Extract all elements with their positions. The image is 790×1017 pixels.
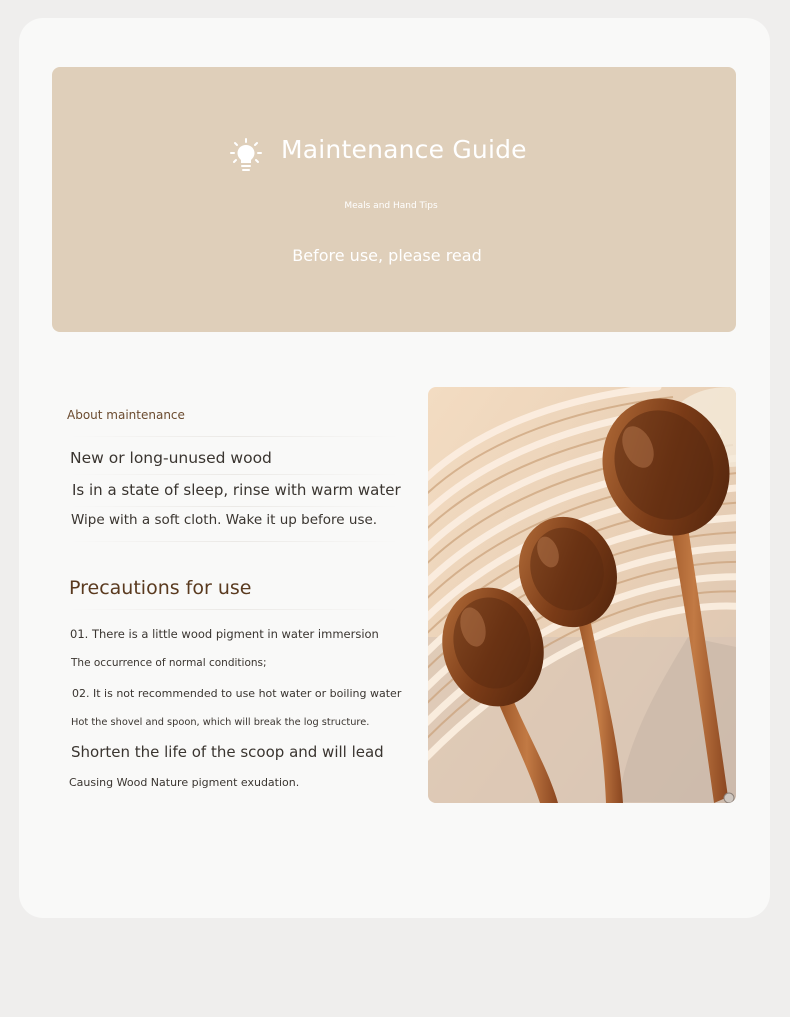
precaution-line-3: 02. It is not recommended to use hot water or boiling water — [72, 687, 402, 700]
banner-notice: Before use, please read — [292, 246, 482, 265]
lightbulb-icon — [229, 138, 263, 174]
precautions-title: Precautions for use — [69, 577, 252, 599]
maintenance-line-1: New or long-unused wood — [70, 449, 272, 467]
banner-title: Maintenance Guide — [281, 135, 527, 164]
precaution-line-2: The occurrence of normal conditions; — [71, 657, 267, 669]
about-maintenance-label: About maintenance — [67, 408, 185, 422]
divider — [70, 436, 400, 437]
maintenance-banner — [52, 67, 736, 332]
precaution-line-5: Shorten the life of the scoop and will lead — [71, 743, 384, 761]
precaution-line-1: 01. There is a little wood pigment in water immersion — [70, 627, 379, 641]
divider — [69, 609, 399, 610]
precaution-line-6: Causing Wood Nature pigment exudation. — [69, 776, 300, 789]
precaution-line-4: Hot the shovel and spoon, which will break the log structure. — [71, 717, 370, 728]
banner-subtitle: Meals and Hand Tips — [344, 201, 438, 211]
divider — [70, 541, 400, 542]
divider — [70, 474, 400, 475]
maintenance-line-2: Is in a state of sleep, rinse with warm water — [72, 481, 401, 499]
divider — [70, 506, 400, 507]
maintenance-line-3: Wipe with a soft cloth. Wake it up before use. — [71, 512, 378, 528]
wooden-spoons-photo — [428, 387, 736, 803]
